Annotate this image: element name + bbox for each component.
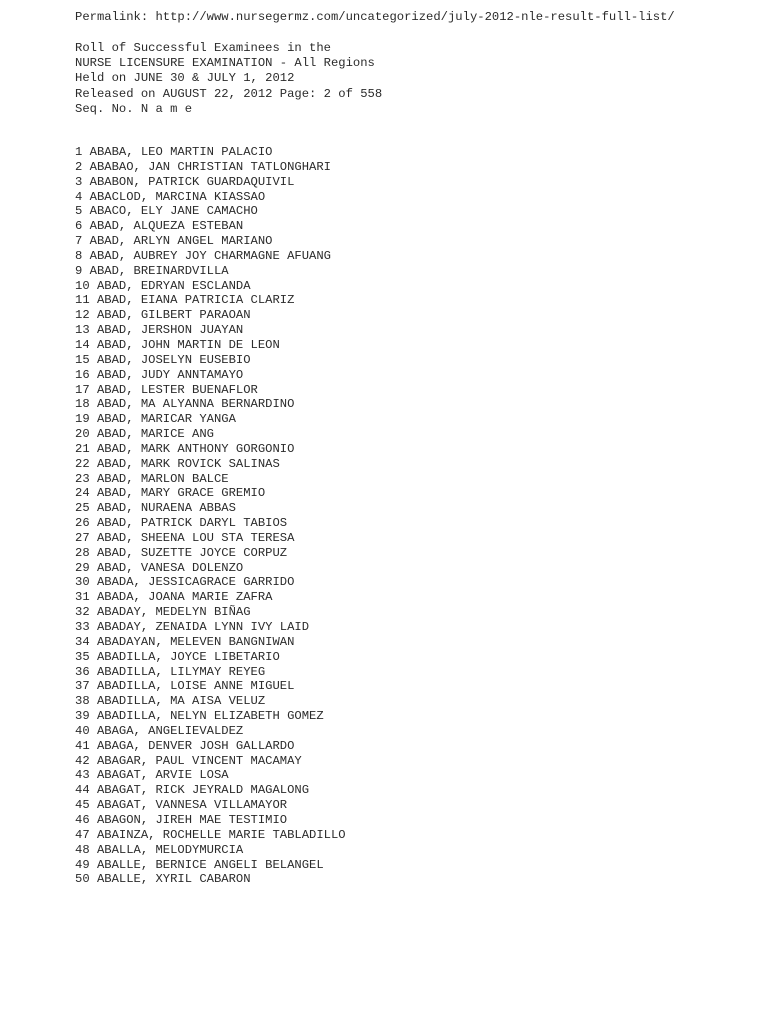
examinee-row: 38 ABADILLA, MA AISA VELUZ — [75, 694, 266, 709]
examinee-row: 3 ABABON, PATRICK GUARDAQUIVIL — [75, 174, 295, 189]
examinee-row: 40 ABAGA, ANGELIEVALDEZ — [75, 723, 244, 738]
examinee-row: 29 ABAD, VANESA DOLENZO — [75, 560, 244, 575]
examinee-row: 44 ABAGAT, RICK JEYRALD MAGALONG — [75, 783, 310, 798]
examinee-row: 20 ABAD, MARICE ANG — [75, 427, 214, 442]
examinee-row: 16 ABAD, JUDY ANNTAMAYO — [75, 367, 244, 382]
examinee-row: 49 ABALLE, BERNICE ANGELI BELANGEL — [75, 857, 324, 872]
examinee-row: 46 ABAGON, JIREH MAE TESTIMIO — [75, 812, 288, 827]
examinee-row: 4 ABACLOD, MARCINA KIASSAO — [75, 189, 266, 204]
header-exam-line: NURSE LICENSURE EXAMINATION - All Regions — [75, 56, 375, 71]
examinee-row: 7 ABAD, ARLYN ANGEL MARIANO — [75, 234, 273, 249]
examinee-row: 28 ABAD, SUZETTE JOYCE CORPUZ — [75, 545, 288, 560]
examinee-row: 42 ABAGAR, PAUL VINCENT MACAMAY — [75, 753, 302, 768]
column-header-line: Seq. No. N a m e — [75, 101, 193, 116]
examinee-row: 1 ABABA, LEO MARTIN PALACIO — [75, 145, 273, 160]
header-title-line: Roll of Successful Examinees in the — [75, 41, 331, 55]
examinee-row: 34 ABADAYAN, MELEVEN BANGNIWAN — [75, 634, 295, 649]
examinee-row: 11 ABAD, EIANA PATRICIA CLARIZ — [75, 293, 295, 308]
examinee-row: 37 ABADILLA, LOISE ANNE MIGUEL — [75, 679, 295, 694]
examinee-row: 10 ABAD, EDRYAN ESCLANDA — [75, 278, 251, 293]
examinee-row: 30 ABADA, JESSICAGRACE GARRIDO — [75, 575, 295, 590]
examinee-row: 5 ABACO, ELY JANE CAMACHO — [75, 204, 258, 219]
examinee-row: 27 ABAD, SHEENA LOU STA TERESA — [75, 530, 295, 545]
examinee-row: 41 ABAGA, DENVER JOSH GALLARDO — [75, 738, 295, 753]
examinee-row: 13 ABAD, JERSHON JUAYAN — [75, 323, 244, 338]
examinee-row: 19 ABAD, MARICAR YANGA — [75, 412, 236, 427]
examinee-row: 17 ABAD, LESTER BUENAFLOR — [75, 382, 258, 397]
examinee-row: 22 ABAD, MARK ROVICK SALINAS — [75, 456, 280, 471]
examinee-row: 33 ABADAY, ZENAIDA LYNN IVY LAID — [75, 620, 310, 635]
examinee-row: 9 ABAD, BREINARDVILLA — [75, 263, 229, 278]
header-held-line: Held on JUNE 30 & JULY 1, 2012 — [75, 71, 295, 86]
examinee-list — [75, 145, 755, 887]
examinee-row: 48 ABALLA, MELODYMURCIA — [75, 842, 244, 857]
examinee-row: 45 ABAGAT, VANNESA VILLAMAYOR — [75, 798, 288, 813]
examinee-row: 23 ABAD, MARLON BALCE — [75, 471, 229, 486]
examinee-row: 39 ABADILLA, NELYN ELIZABETH GOMEZ — [75, 709, 324, 724]
examinee-row: 24 ABAD, MARY GRACE GREMIO — [75, 486, 266, 501]
document-header — [75, 41, 755, 117]
examinee-row: 25 ABAD, NURAENA ABBAS — [75, 501, 236, 516]
document-page — [75, 10, 755, 887]
examinee-row: 18 ABAD, MA ALYANNA BERNARDINO — [75, 397, 295, 412]
examinee-row: 26 ABAD, PATRICK DARYL TABIOS — [75, 516, 288, 531]
examinee-row: 2 ABABAO, JAN CHRISTIAN TATLONGHARI — [75, 159, 331, 174]
examinee-row: 31 ABADA, JOANA MARIE ZAFRA — [75, 590, 273, 605]
examinee-row: 43 ABAGAT, ARVIE LOSA — [75, 768, 229, 783]
examinee-row: 8 ABAD, AUBREY JOY CHARMAGNE AFUANG — [75, 248, 331, 263]
examinee-row: 15 ABAD, JOSELYN EUSEBIO — [75, 352, 251, 367]
examinee-row: 32 ABADAY, MEDELYN BIÑAG — [75, 605, 251, 620]
examinee-row: 14 ABAD, JOHN MARTIN DE LEON — [75, 337, 280, 352]
examinee-row: 36 ABADILLA, LILYMAY REYEG — [75, 664, 266, 679]
permalink-text: Permalink: http://www.nursegermz.com/uncategorized/july-2012-nle-result-full-list/ — [75, 10, 675, 24]
examinee-row: 21 ABAD, MARK ANTHONY GORGONIO — [75, 441, 295, 456]
examinee-row: 35 ABADILLA, JOYCE LIBETARIO — [75, 649, 280, 664]
examinee-row: 47 ABAINZA, ROCHELLE MARIE TABLADILLO — [75, 827, 346, 842]
examinee-row: 50 ABALLE, XYRIL CABARON — [75, 872, 251, 887]
examinee-row: 12 ABAD, GILBERT PARAOAN — [75, 308, 251, 323]
header-released-line: Released on AUGUST 22, 2012 Page: 2 of 558 — [75, 86, 383, 101]
examinee-row: 6 ABAD, ALQUEZA ESTEBAN — [75, 219, 244, 234]
